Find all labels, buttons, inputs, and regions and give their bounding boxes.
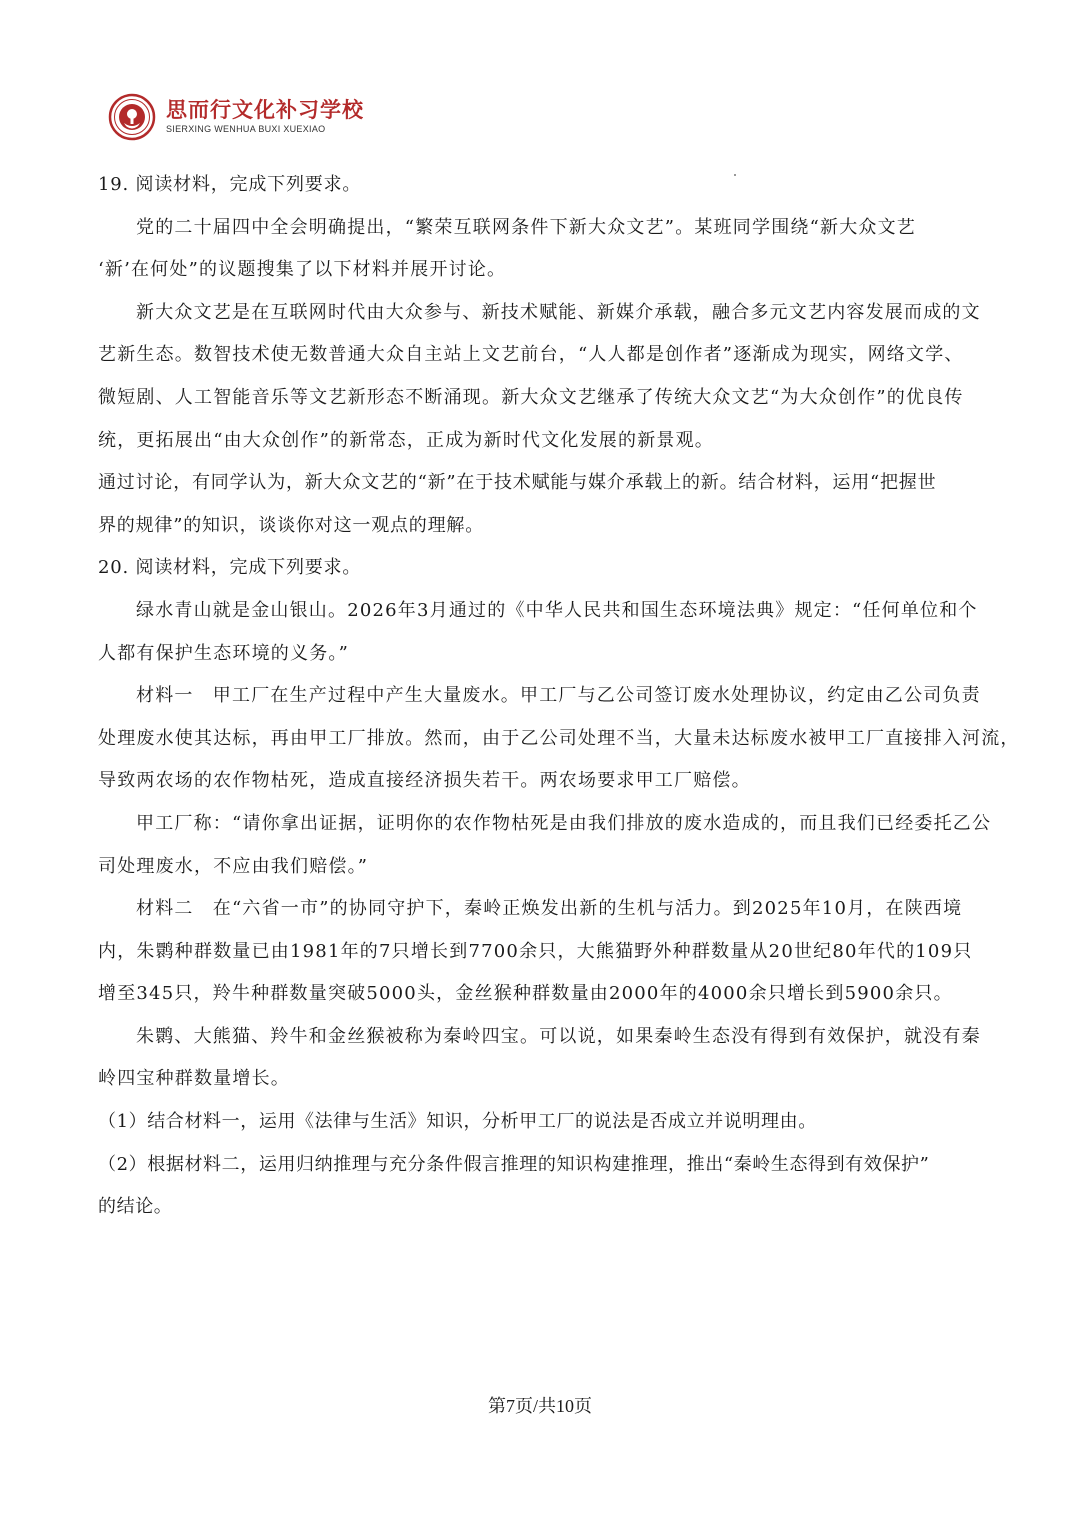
- school-header: [108, 92, 364, 142]
- q20-material-2b-line-2: 岭四宝种群数量增长。: [98, 1068, 290, 1090]
- q20-material-2-line-3: 增至345只，羚牛种群数量突破5000头，金丝猴种群数量由2000年的4000余只增长到5900余只。: [98, 983, 953, 1005]
- q20-intro-line-2: 人都有保护生态环境的义务。”: [98, 642, 350, 664]
- q20-intro-line-1: 绿水青山就是金山银山。2026年3月通过的《中华人民共和国生态环境法典》规定：“任何单位和个: [136, 599, 978, 621]
- q20-material-1-line-1: 材料一 甲工厂在生产过程中产生大量废水。甲工厂与乙公司签订废水处理协议，约定由乙公司负责: [136, 685, 981, 707]
- q19-paragraph-2-line-1: 新大众文艺是在互联网时代由大众参与、新技术赋能、新媒介承载，融合多元文艺内容发展而成的文: [136, 301, 981, 323]
- q19-paragraph-2-line-2: 艺新生态。数智技术使无数普通大众自主站上文艺前台，“人人都是创作者”逐渐成为现实，网络文学、: [98, 344, 964, 366]
- question-19-title: 19. 阅读材料，完成下列要求。: [98, 174, 362, 195]
- q19-paragraph-2-line-4: 统，更拓展出“由大众创作”的新常态，正成为新时代文化发展的新景观。: [98, 429, 715, 451]
- q20-material-1b-line-2: 司处理废水，不应由我们赔偿。”: [98, 855, 369, 877]
- school-name-cn: 思而行文化补习学校: [166, 98, 364, 122]
- page-number: 第7页/共10页: [487, 1396, 592, 1416]
- q20-subquestion-2-line-1: （2）根据材料二，运用归纳推理与充分条件假言推理的知识构建推理，推出“秦岭生态得到有效保护”: [98, 1153, 930, 1175]
- q19-ask-line-2: 界的规律”的知识，谈谈你对这一观点的理解。: [98, 514, 484, 536]
- q20-material-2-line-1: 材料二 在“六省一市”的协同守护下，秦岭正焕发出新的生机与活力。到2025年10月，在陕西境: [136, 898, 963, 920]
- q19-paragraph-1-line-2: ‘新’在何处”的议题搜集了以下材料并展开讨论。: [98, 259, 507, 281]
- q19-ask-line-1: 通过讨论，有同学认为，新大众文艺的“新”在于技术赋能与媒介承载上的新。结合材料，运用“把握世: [98, 472, 937, 494]
- q20-subquestion-1: （1）结合材料一，运用《法律与生活》知识，分析甲工厂的说法是否成立并说明理由。: [98, 1111, 817, 1133]
- q20-material-1-line-2: 处理废水使其达标，再由甲工厂排放。然而，由于乙公司处理不当，大量未达标废水被甲工厂直接排入河流，: [98, 727, 1020, 749]
- question-20-title: 20. 阅读材料，完成下列要求。: [98, 557, 362, 579]
- school-emblem-icon: [108, 93, 156, 141]
- q20-subquestion-2-line-2: 的结论。: [98, 1196, 173, 1218]
- q19-paragraph-2-line-3: 微短剧、人工智能音乐等文艺新形态不断涌现。新大众文艺继承了传统大众文艺“为大众创作”的优良传: [98, 386, 964, 408]
- q19-paragraph-1-line-1: 党的二十届四中全会明确提出，“繁荣互联网条件下新大众文艺”。某班同学围绕“新大众文艺: [136, 216, 917, 238]
- q20-material-1b-line-1: 甲工厂称：“请你拿出证据，证明你的农作物枯死是由我们排放的废水造成的，而且我们已经委托乙公: [136, 812, 992, 834]
- q20-material-2-line-2: 内，朱鹮种群数量已由1981年的7只增长到7700余只，大熊猫野外种群数量从20世纪80年代的109只: [98, 940, 973, 962]
- school-name-en: SIERXING WENHUA BUXI XUEXIAO: [166, 124, 326, 134]
- school-name: [166, 100, 364, 134]
- q20-material-1-line-3: 导致两农场的农作物枯死，造成直接经济损失若干。两农场要求甲工厂赔偿。: [98, 770, 751, 792]
- q20-material-2b-line-1: 朱鹮、大熊猫、羚牛和金丝猴被称为秦岭四宝。可以说，如果秦岭生态没有得到有效保护，就没有秦: [136, 1025, 981, 1047]
- exam-content: [98, 164, 1020, 1229]
